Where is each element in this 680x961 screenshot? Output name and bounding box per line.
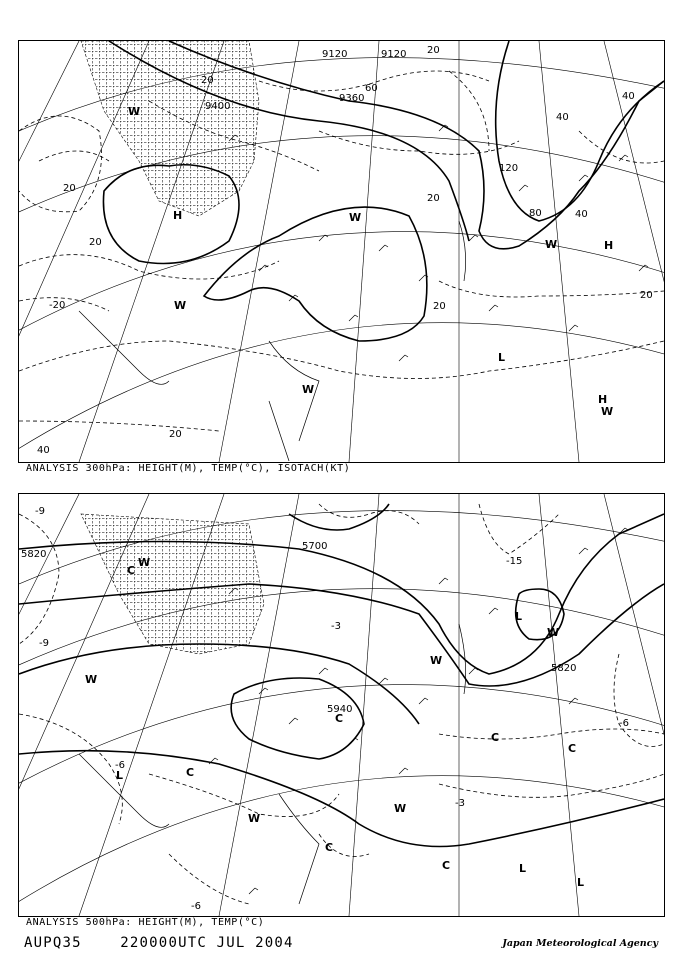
- warm-marker: W: [394, 802, 407, 815]
- cold-marker: C: [568, 742, 577, 755]
- contour-label: -9: [35, 506, 45, 517]
- contour-label: -6: [115, 760, 125, 771]
- cold-marker: C: [491, 731, 500, 744]
- cold-marker: C: [186, 766, 195, 779]
- contour-label: 60: [365, 83, 378, 94]
- warm-marker: W: [302, 383, 315, 396]
- contour-label: 5820: [551, 663, 577, 674]
- high-marker: H: [173, 209, 183, 222]
- chart-id: AUPQ35: [24, 935, 82, 951]
- contour-label: 9120: [322, 49, 348, 60]
- valid-time: 220000UTC JUL 2004: [120, 935, 294, 951]
- map-panel-300hpa: [18, 40, 665, 463]
- map-300hpa-svg: [19, 41, 664, 462]
- contour-label: 40: [575, 209, 588, 220]
- contour-label: 5700: [302, 541, 328, 552]
- map-panel-500hpa: [18, 493, 665, 917]
- warm-marker: W: [174, 299, 187, 312]
- station-plots: [209, 528, 628, 894]
- hatched-region: [81, 514, 264, 654]
- contour-label: 120: [499, 163, 519, 174]
- contour-label: 20: [169, 429, 182, 440]
- coastlines: [79, 221, 466, 461]
- cold-marker: C: [325, 841, 334, 854]
- contour-label: 9360: [339, 93, 365, 104]
- contour-label: -3: [455, 798, 465, 809]
- low-marker: L: [116, 769, 124, 782]
- contour-label: 20: [427, 45, 440, 56]
- contour-label: -6: [191, 901, 201, 912]
- contour-label: 40: [556, 112, 569, 123]
- contour-label: 40: [622, 91, 635, 102]
- contour-label: 5940: [327, 704, 353, 715]
- low-marker: L: [515, 610, 523, 623]
- cold-marker: C: [127, 564, 136, 577]
- contour-label: 5820: [21, 549, 47, 560]
- contour-label: -3: [331, 621, 341, 632]
- caption-500hpa: ANALYSIS 500hPa: HEIGHT(M), TEMP(°C): [26, 917, 265, 928]
- contour-label: 80: [529, 208, 542, 219]
- contour-label: 20: [427, 193, 440, 204]
- high-marker: H: [598, 393, 608, 406]
- low-marker: L: [519, 862, 527, 875]
- contour-label: -6: [619, 718, 629, 729]
- warm-marker: W: [85, 673, 98, 686]
- contour-label: 20: [433, 301, 446, 312]
- warm-marker: W: [601, 405, 614, 418]
- contour-label: 9120: [381, 49, 407, 60]
- coastlines: [79, 624, 466, 904]
- chart-header: [24, 935, 294, 951]
- warm-marker: W: [545, 238, 558, 251]
- contour-label: 20: [63, 183, 76, 194]
- warm-marker: W: [128, 105, 141, 118]
- warm-marker: W: [138, 556, 151, 569]
- cold-marker: C: [335, 712, 344, 725]
- warm-marker: W: [547, 626, 560, 639]
- caption-300hpa: ANALYSIS 300hPa: HEIGHT(M), TEMP(°C), ISOTACH(KT): [26, 463, 351, 474]
- cold-marker: C: [442, 859, 451, 872]
- contour-label: 9400: [205, 101, 231, 112]
- contour-label: -9: [39, 638, 49, 649]
- map-500hpa-svg: [19, 494, 664, 916]
- agency-credit: Japan Meteorological Agency: [502, 938, 658, 949]
- high-marker: H: [604, 239, 614, 252]
- warm-marker: W: [430, 654, 443, 667]
- contour-label: 40: [37, 445, 50, 456]
- low-marker: L: [498, 351, 506, 364]
- contour-label: 20: [89, 237, 102, 248]
- contour-label: -20: [49, 300, 66, 311]
- low-marker: L: [577, 876, 585, 889]
- warm-marker: W: [349, 211, 362, 224]
- contour-label: 20: [201, 75, 214, 86]
- contour-label: 20: [640, 290, 653, 301]
- contour-label: -15: [506, 556, 523, 567]
- warm-marker: W: [248, 812, 261, 825]
